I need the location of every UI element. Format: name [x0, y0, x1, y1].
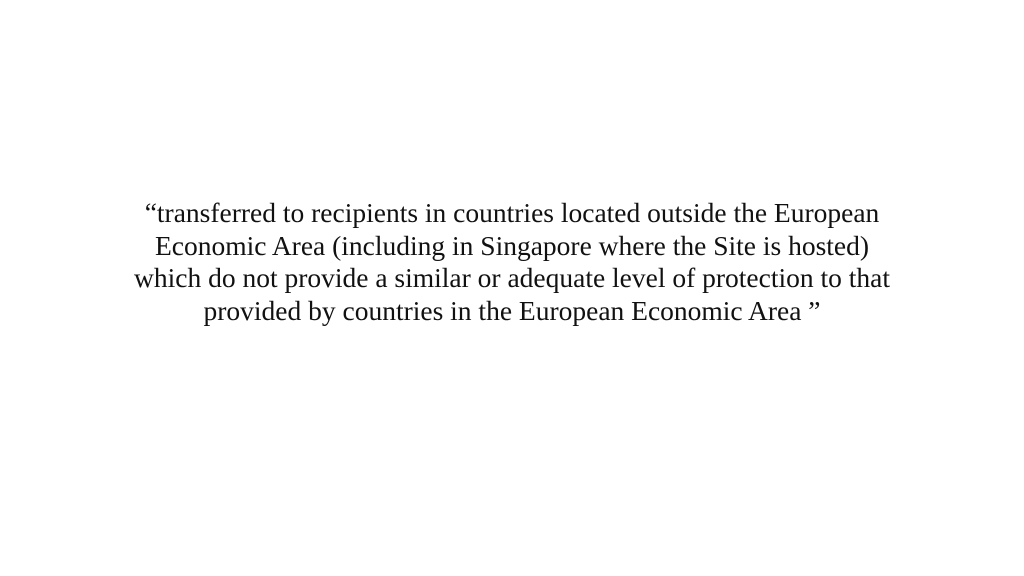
quote-line-2: Economic Area (including in Singapore where the Site is hosted): [154, 229, 870, 261]
quote-line-1: “transferred to recipients in countries located outside the European: [144, 197, 880, 228]
quote-text: [92, 197, 932, 327]
quote-line-3: which do not provide a similar or adequate level of protection to that: [133, 262, 891, 293]
quote-line-4: provided by countries in the European Economic Area ”: [203, 294, 821, 326]
